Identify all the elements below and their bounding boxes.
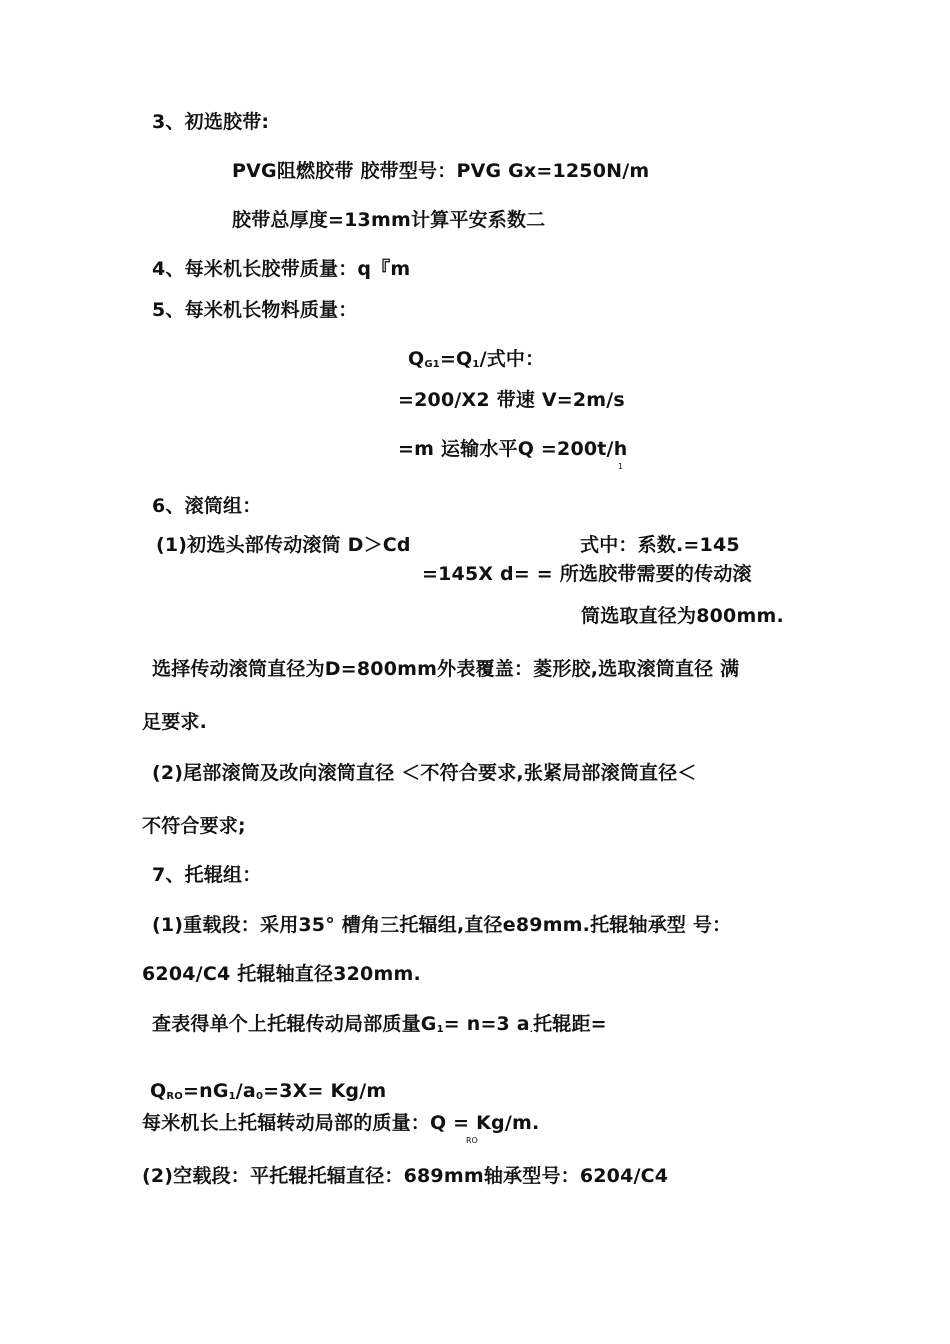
selected-diameter-line: 筒选取直径为800mm. [581,605,784,627]
formula-qro-eq: =nG [182,1080,229,1102]
requirement-met-line: 足要求. [142,711,208,733]
formula-qro [150,1079,386,1103]
formula-q1-subscript: 1 [472,359,480,370]
formula-qro-subscript: RO [166,1091,183,1102]
formula-qg-eq: =Q [439,348,473,370]
drive-pulley-formula: =145X d= = 所选胶带需要的传动滚 [422,563,752,585]
formula-qg-rest: /式中： [479,348,545,370]
coefficient-line: 式中：系数.=145 [580,534,740,556]
heavy-load-section-line: (1)重载段：采用35° 槽角三托辐组,直径e89mm.托辊轴承型 号： [152,914,732,936]
belt-thickness-line: 胶带总厚度=13mm计算平安系数二 [232,209,546,231]
idler-spacing-text: 托辊距= [533,1013,607,1035]
empty-load-section-line: (2)空载段：平托辊托辐直径：689mm轴承型号：6204/C4 [142,1165,669,1187]
heading-idler-group: 7、托辊组： [152,864,262,886]
idler-bearing-line: 6204/C4 托辊轴直径320mm. [142,963,421,985]
formula-qg [408,347,544,371]
capacity-subscript: 1 [618,462,624,471]
formula-qro-symbol: Q [150,1080,167,1102]
drive-pulley-line: (1)初选头部传动滚筒 D＞Cd [156,534,411,556]
upper-idler-mass-subscript: RO [466,1136,478,1145]
heading-belt-selection: 3、初选胶带: [152,111,270,133]
tail-pulley-line: (2)尾部滚筒及改向滚筒直径 ＜不符合要求,张紧局部滚筒直径＜ [152,762,697,784]
idler-spacing-dot: . [529,1025,534,1034]
drive-pulley-choice-line: 选择传动滚筒直径为D=800mm外表覆盖：菱形胶,选取滚筒直径 满 [152,658,740,680]
not-compliant-line: 不符合要求; [142,815,246,837]
idler-mass-text: 查表得单个上托辊传动局部质量G [152,1013,437,1035]
heading-material-mass: 5、每米机长物料质量： [152,299,358,321]
formula-speed-line: =200/X2 带速 V=2m/s [398,389,625,411]
formula-g1-subscript: 1 [228,1091,236,1102]
idler-mass-subscript: 1 [436,1024,444,1035]
idler-mass-line [152,1012,607,1042]
heading-belt-mass: 4、每米机长胶带质量：q『m [152,258,411,280]
formula-qg-symbol: Q [408,348,425,370]
belt-type-line: PVG阻燃胶带 胶带型号：PVG Gx=1250N/m [232,160,650,182]
upper-idler-mass-line: 每米机长上托辐转动局部的质量：Q = Kg/m. [142,1112,540,1134]
formula-capacity-line: =m 运输水平Q =200t/h [398,438,628,460]
heading-pulley-group: 6、滚筒组： [152,495,262,517]
formula-qg-subscript: G1 [424,359,440,370]
formula-qro-divider: /a [235,1080,256,1102]
formula-a0-subscript: 0 [255,1091,264,1102]
formula-qro-result: =3X= Kg/m [263,1080,387,1102]
idler-count-text: = n=3 a [443,1013,530,1035]
